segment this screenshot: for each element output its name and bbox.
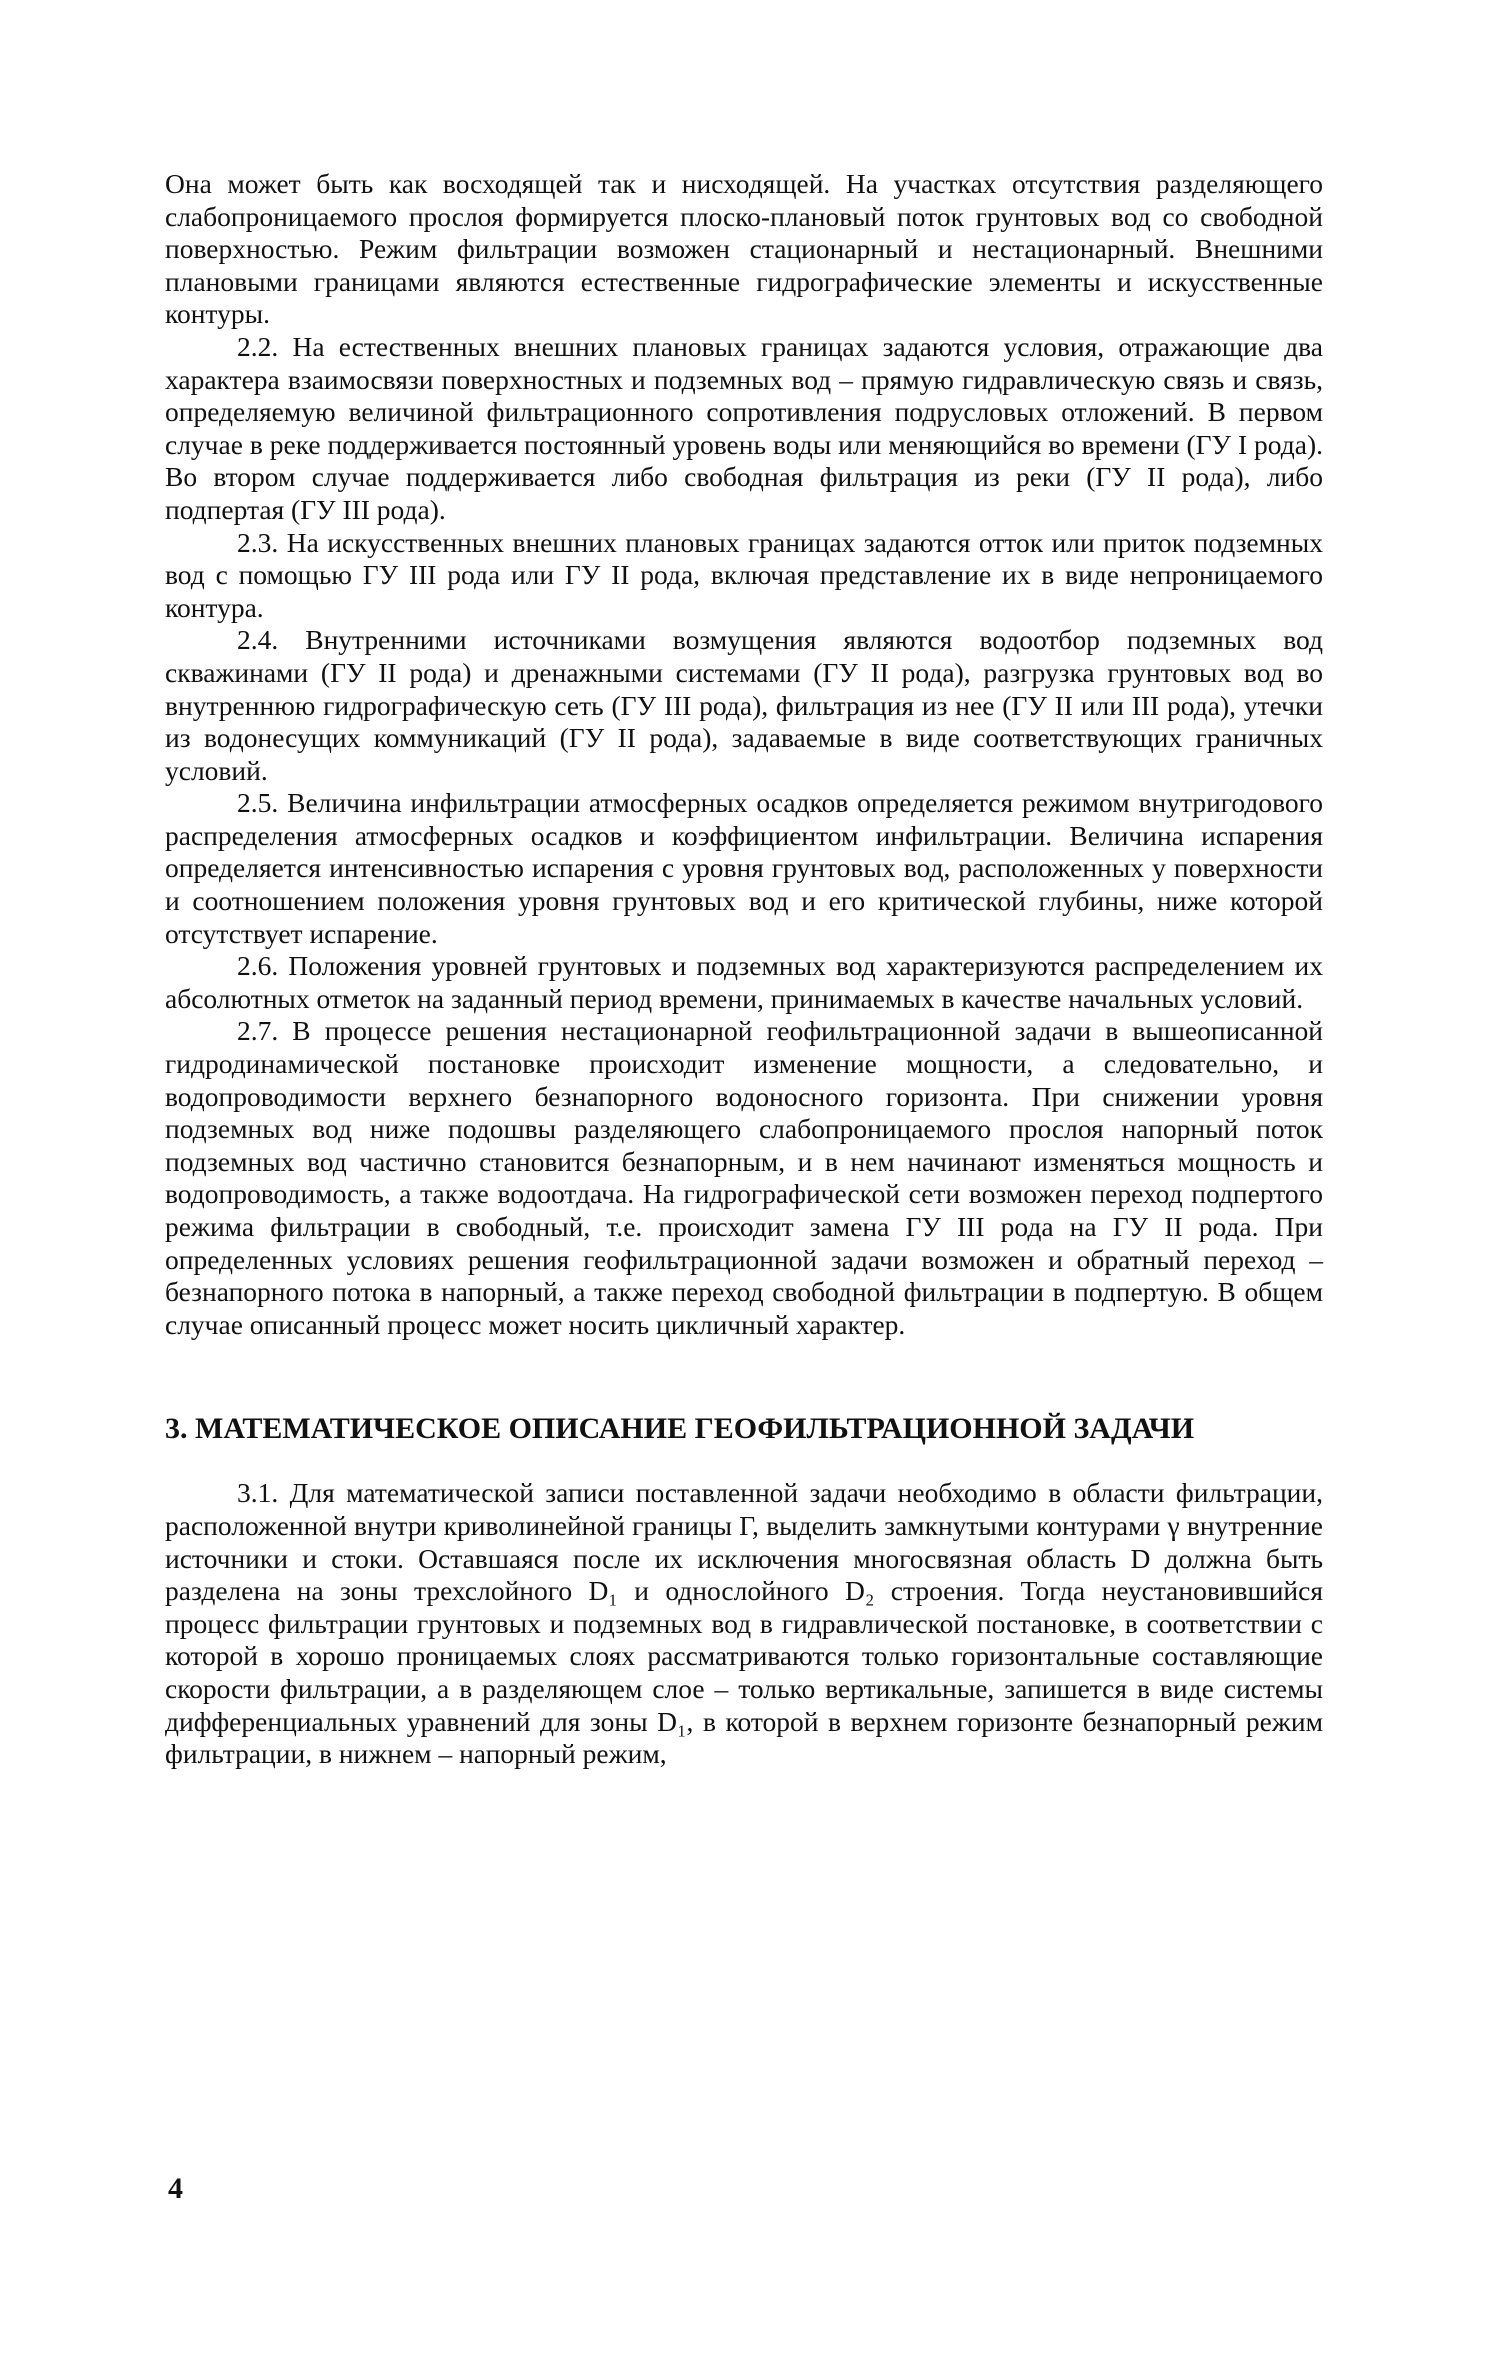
- paragraph-3-1: 3.1. Для математической записи поставленной задачи необходимо в области фильтрации, расположенной внутри криволинейной границы Г, выделить замкнутыми контурами γ внутренние источники и стоки. Оставшаяся после их исключения многосвязная область D должна быть разделена на зоны трехслойного D₁ и однослойного D₂ строения. Тогда неустановившийся процесс фильтрации грунтовых и подземных вод в гидравлической постановке, в соответствии с которой в хорошо проницаемых слоях рассматриваются только горизонтальные составляющие скорости фильтрации, а в разделяющем слое – только вертикальные, запишется в виде системы дифференциальных уравнений для зоны D₁, в которой в верхнем горизонте безнапорный режим фильтрации, в нижнем – напорный режим,: [165, 1477, 1323, 1770]
- paragraph-2-5: 2.5. Величина инфильтрации атмосферных осадков определяется режимом внутригодового распределения атмосферных осадков и коэффициентом инфильтрации. Величина испарения определяется интенсивностью испарения с уровня грунтовых вод, расположенных у поверхности и соотношением положения уровня грунтовых вод и его критической глубины, ниже которой отсутствует испарение.: [165, 787, 1323, 949]
- paragraph-2-4: 2.4. Внутренними источниками возмущения являются водоотбор подземных вод скважинами (ГУ II рода) и дренажными системами (ГУ II рода), разгрузка грунтовых вод во внутреннюю гидрографическую сеть (ГУ III рода), фильтрация из нее (ГУ II или III рода), утечки из водонесущих коммуникаций (ГУ II рода), задаваемые в виде соответствующих граничных условий.: [165, 624, 1323, 786]
- paragraph-intro: Она может быть как восходящей так и нисходящей. На участках отсутствия разделяющего слабопроницаемого прослоя формируется плоско-плановый поток грунтовых вод со свободной поверхностью. Режим фильтрации возможен стационарный и нестационарный. Внешними плановыми границами являются естественные гидрографические элементы и искусственные контуры.: [165, 168, 1323, 330]
- paragraph-2-7: 2.7. В процессе решения нестационарной геофильтрационной задачи в вышеописанной гидродинамической постановке происходит изменение мощности, а следовательно, и водопроводимости верхнего безнапорного водоносного горизонта. При снижении уровня подземных вод ниже подошвы разделяющего слабопроницаемого прослоя напорный поток подземных вод частично становится безнапорным, и в нем начинают изменяться мощность и водопроводимость, а также водоотдача. На гидрографической сети возможен переход подпертого режима фильтрации в свободный, т.е. происходит замена ГУ III рода на ГУ II рода. При определенных условиях решения геофильтрационной задачи возможен и обратный переход – безнапорного потока в напорный, а также переход свободной фильтрации в подпертую. В общем случае описанный процесс может носить цикличный характер.: [165, 1015, 1323, 1340]
- paragraph-2-6: 2.6. Положения уровней грунтовых и подземных вод характеризуются распределением их абсолютных отметок на заданный период времени, принимаемых в качестве начальных условий.: [165, 950, 1323, 1014]
- section-heading: 3. МАТЕМАТИЧЕСКОЕ ОПИСАНИЕ ГЕОФИЛЬТРАЦИОННОЙ ЗАДАЧИ: [165, 1412, 1195, 1446]
- paragraph-2-3: 2.3. На искусственных внешних плановых границах задаются отток или приток подземных вод с помощью ГУ III рода или ГУ II рода, включая представление их в виде непроницаемого контура.: [165, 526, 1323, 623]
- paragraph-2-2: 2.2. На естественных внешних плановых границах задаются условия, отражающие два характера взаимосвязи поверхностных и подземных вод – прямую гидравлическую связь и связь, определяемую величиной фильтрационного сопротивления подрусловых отложений. В первом случае в реке поддерживается постоянный уровень воды или меняющийся во времени (ГУ I рода). Во втором случае поддерживается либо свободная фильтрация из реки (ГУ II рода), либо подпертая (ГУ III рода).: [165, 330, 1323, 525]
- text-column: [165, 168, 1323, 1771]
- page-number: 4: [168, 2172, 183, 2205]
